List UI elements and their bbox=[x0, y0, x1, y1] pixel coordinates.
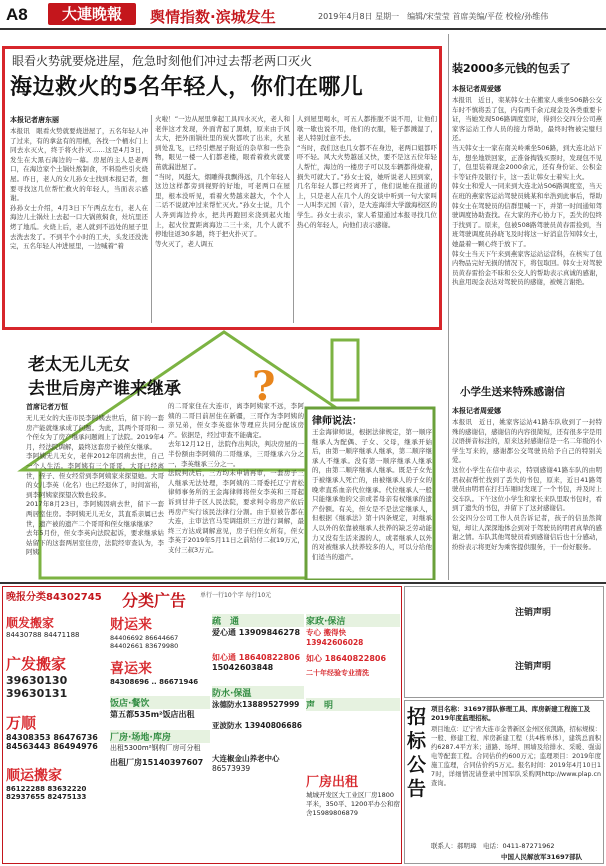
story1-col3: 人到屋里喝水，可五人都推脱不说不用，让他们歇一歇也说不用，他们的衣服，鞋子都溅湿了，老人特别过意不去。 “当时，我们这也几女都不在身边，老两口姐都吓吓不轻。风大火势越延又快，要不是这五位年轻人帮忙，海边的一楼房子可以及车辆都得烧着，损失可就大了。”孙女士说，她听说老人回到家，几名年轻人都已经离开了，他们说她在报道的上，只是老人在几个人的交谈中听到一句大家叫一人叫李元国（音），是大连海洋大学激海校区的学生。孙女士表示，家人希望通过本报寻找几位热心的年轻人，向他们表示感谢。 bbox=[297, 115, 437, 229]
ad-elder-care-tel: 86573939 bbox=[212, 764, 251, 773]
ad-mover-1: 顺发搬家 bbox=[6, 616, 55, 630]
section-title: 舆情指数·滨城发生 bbox=[150, 8, 276, 26]
moving-ads bbox=[6, 614, 106, 860]
lawyer-comment: 王金海律师说，根据法律规定，第一顺序继承人为配偶、子女、父母，继承开始后，由第一顺序继承人继承，第二顺序继承人不继承。没有第一顺序继承人继承的，由第二顺序继承人继承。既是子女先于被继承人死亡的，由被继承人的子女的晚辈直系血亲代位继承。代位继承人一般只能继承他的父亲或者母亲有权继承的遗产份额。有关，侄女是不是法定继承人，但根据《继承法》第十四条规定，对继承人以外的依靠被继承人扶养的缺乏劳动能力又没有生活来源的人，或者继承人以外的对被继承人扶养较多的人，可以分给他们适当的遗产。 bbox=[312, 428, 432, 561]
ad-heading-factory: 厂房·场地·库房 bbox=[110, 730, 210, 743]
story3-headline: 装2000多元钱的包丢了 bbox=[452, 62, 571, 75]
ad-mover-4-tel: 86122288 83632220 82937655 82475133 bbox=[6, 785, 87, 801]
ad-heading-drain: 疏 通 bbox=[212, 614, 304, 627]
notices bbox=[404, 586, 604, 698]
ad-mover-2: 广发搬家 bbox=[6, 655, 67, 673]
svg-text:?: ? bbox=[252, 363, 276, 410]
story1-headline: 海边救火的5名年轻人，你们在哪儿 bbox=[10, 75, 364, 100]
ad-heading-declaration: 声 明 bbox=[306, 698, 400, 711]
ad-mover-4: 顺运搬家 bbox=[6, 768, 62, 784]
ad-factory-tel: 出租厂房15140397607 bbox=[110, 758, 204, 767]
notice-cancel-2: 注销声明 bbox=[515, 662, 552, 672]
ads-divider bbox=[0, 582, 606, 584]
tender-title: 招标公告 bbox=[407, 706, 427, 800]
ad-drain-2-tel: 15042603848 bbox=[212, 663, 274, 672]
story2-headline-1: 老太无儿无女 bbox=[28, 355, 130, 375]
story2-col2: 的二哥家住在大连市，离李阿姨家不远，李阿姨的二哥目前居住在新疆，三哥作为李阿姨的亲兄弟，侄女李英庭休等理应共同分配该房产。依据是，经过审查不能确定。 去年12月12日，法院作出判决，判决房屋的一半份额由李阿姨的二哥继承，三哥继承六分之一，李英继承三分之一。 法院判决后，三方均未申请再审，一套房子三人继承无法处理，李阿姨的二哥委托辽宁青松律师事务所的王金海律师将侄女李英和三哥起诉到甘井子区人民法院，要求判令将房产依后再房产实行该民法律行分割。由于原被告都在大连，主审法官马雯调组织三方进行调解，最终三方达成调解意见，房子归侄女所有，侄女李英于2019年5月11日之前给付二叔19万元，支付三叔3万元。 bbox=[168, 402, 304, 554]
ad-finance-1: 财运来 bbox=[110, 617, 152, 633]
ads-banner-sub: 单行一行10个字 每行10元 bbox=[200, 592, 272, 599]
story3-body: 本报讯 近日，栾某韩女士在搬家人乘坐506路公交车时不慎将丢了包，内有两千余元现金及各类重要卡证，当她发现506路调度室时，得到公交四分公司燕家客运站工作人员的接力帮助，最终时物被完璧归还。 当天韩女士一家在南关岭乘坐506路，到大连北站下车，想坐地铁回家，正准备掏钱买票时，发现包不见了，包里装着现金2000余元，还有身份证、公积金卡等证件及银行卡，这一丢让韩女士着实上火。 韩女士和爱人一同来到大连北站506路调度室，当天在班的燕家客运站驾驶员姚某和牟浩到此事后，帮助韩女士在驾驶员的信群里喊一下，并第一时间通知驾驶调度协助查找。在大家的齐心协力下，丢失的包终于找到了。原来，包被508路驾驶员黄春雷捡到，当班驾驶调度员孙晓飞及时将这一好消息告知韩女士，她最着一颗心终于放下了。 韩女士当天下午来到燕家客运站运营科，在核实了包内物品完好无损的情况下，将包取回。韩女士对驾驶员黄春雷拾金不昧和公交人的帮助表示真诚的感谢，执意用现金表达对驾驶员的感谢，被婉言谢绝。 bbox=[452, 96, 602, 287]
column-divider bbox=[448, 34, 449, 580]
ads-hotline: 晚报分类84302745 bbox=[6, 592, 102, 603]
issue-meta: 2019年4月8日 星期一 编辑/宋莹莹 首席美编/平莅 校检/孙维伟 bbox=[318, 12, 549, 21]
story1-col1: 本报讯 眼看火势就要烧进屋了，五名年轻人冲了过来，有的拿盆有的用桶，各找一个桶水门上同去水灭火，终于将火扑灭……这是4月3日，发生在大黑石海边的一幕。房屋的主人是老两口，在海边家个土锅灶熬制食，不料险些引火烧屋。昨日，老人的女儿孙女士找到本报记者，想要寻找这几位帮忙救火的年轻人，当面表示感谢。 孙孙女士介绍，4月3日下午两点左右，老人在海边儿土锅灶上去起一口大锅煎焖食，灶坑里还烤了地瓜。火烧上后，老人就到不远处的屋子里去洗去发了。不到半个小时的工夫，头发还没洗完，五名年轻人冲进屋里，一边喊着“着 bbox=[10, 127, 148, 251]
newspaper-logo: 大連晚報 bbox=[48, 3, 136, 25]
tender-issuer: 中国人民解放军31697部队 bbox=[501, 853, 583, 861]
ad-factory: 出租5300m²钢构厂房可分租 bbox=[110, 744, 201, 752]
ad-heading-restaurant: 饭店·餐饮 bbox=[110, 696, 210, 709]
page-header bbox=[0, 0, 606, 30]
ad-mover-3-tel: 84308353 86476736 84563443 86494976 bbox=[6, 733, 98, 751]
ad-drain-1: 爱心通 13909846278 bbox=[212, 628, 301, 637]
ad-elder-care: 大连椒金山养老中心 bbox=[212, 754, 280, 763]
ad-finance-1-tel: 84406692 86644667 84402661 83679980 bbox=[110, 634, 179, 650]
lawyer-title: 律师说法： bbox=[312, 416, 362, 427]
ad-heading-housekeeping: 家政·保洁 bbox=[306, 614, 400, 627]
service-ads bbox=[212, 614, 304, 860]
story3-byline: 本报记者周爱娜 bbox=[452, 85, 501, 93]
ad-heading-waterproof: 防水·保温 bbox=[212, 686, 304, 699]
ad-restaurant: 第五都535m²饭店出租 bbox=[110, 710, 195, 719]
ad-mover-2-tel: 39630130 39630131 bbox=[6, 674, 68, 700]
tender-body: 项目地点：辽宁省大连市金普新区金州区依凯路，招标规模：一般、修建工程、库房新建工程（共4栋单体），建筑总面积约6287.4平方米；道路、场坪、围墙及给排水、采暖、强弱电等配套工程。合同估价约600万元；监理项目：2019年度施工监理，合同估价约5万元。报名时间：2019年4月10日17时，详细情况请登录中国军队采购网http://www.plap.cn查询。 bbox=[431, 726, 601, 787]
housekeeping-ads bbox=[306, 614, 400, 860]
tender-notice bbox=[404, 700, 604, 864]
ad-mover-1-tel: 84430788 84471188 bbox=[6, 631, 80, 639]
ads-banner: 分类广告 bbox=[121, 591, 186, 610]
ad-housekeeping-3: 二十年经验专业清洗 bbox=[306, 669, 369, 677]
story2-headline-2: 去世后房产谁来继承 bbox=[28, 379, 181, 399]
column-divider bbox=[293, 115, 294, 323]
ad-waterproof-2: 亚波防水 13940806686 bbox=[212, 721, 303, 730]
story2-byline: 首席记者万恒 bbox=[26, 403, 68, 411]
story4-byline: 本报记者周爱娜 bbox=[452, 407, 501, 415]
ad-housekeeping-1: 专心 搬得快 13942606028 bbox=[306, 628, 364, 647]
notice-cancel-1: 注销声明 bbox=[515, 608, 552, 618]
story4-headline: 小学生送来特殊感谢信 bbox=[460, 386, 565, 398]
ad-mover-3: 万顺 bbox=[6, 714, 37, 732]
story1-col2: 火啦！”一边从屋里拿起工具四水灭火，老人和老伴这才发现，外面背起了黑烟，原来由于风太大，把外面锅灶里的炭火都吹了出来，火星到处乱飞，已经引燃屋子附近的杂草和一些杂物，眼见一楼一人们都老楼，眼看着救火就要苗就漏进屋了。 “当时，风挺大，烟雕得我飘得远，几个年轻人这边这样都旁到视野的好地，可老两口在屋里，根本没听见，看着火势越来越大，个个人二话不说就冲过来帮忙灭火。”孙女士说，几个人奔到海边拎水，把共再跑回来浇到起火地上，起火位置距离海边二三十来，几个人就不停地往返30多趟，终于把火扑灭了。 等火灭了，老人调五 bbox=[155, 115, 290, 248]
ad-drain-2: 如心通 18640822806 bbox=[212, 653, 301, 662]
page-number: A8 bbox=[6, 5, 28, 24]
ad-finance-2-tel: 84308696 .. 86671946 bbox=[110, 678, 199, 686]
story1-byline: 本报记者唐东丽 bbox=[10, 116, 59, 124]
story4-body: 本报讯 近日，姚家客运站41路车队收到了一封特殊的感谢信，感谢信的内容很简短，还有很多字是用汉语拼音标注的，原来这封感谢信是一名二年级的小学生写来的，感谢都公交驾驶员给予自己的特别关爱。 这位小学生在信中表示，特别感谢41路车队的由明君叔叔帮忙找到了丢失的书包，原来，近日41路驾驶员由明君在打扫车厢时发现了一个书包，并及时上交车队。下午这位小学生和家长来队里取书包时，看到了遗失的书包，并留下了这封感谢信。 公交四分公司工作人员告诉记者，孩子的信虽然简短，却让人深深地体会到对于驾驶员的明君真挚的感谢之情。车队其他驾驶员看到感谢信后也十分感动，纷纷表示将更好为乘客提供服务，干一份好服务。 bbox=[452, 418, 602, 551]
ad-housekeeping-2: 如心 18640822806 bbox=[306, 654, 387, 663]
story1-kicker: 眼看火势就要烧进屋，危急时刻他们冲过去帮老两口灭火 bbox=[12, 54, 313, 68]
tender-project: 项目名称：31697部队修理工具、库房新建工程施工及2019年度监理招标。 bbox=[431, 705, 591, 722]
tender-contact: 联系人：郝明璋 电话：0411-87271962 bbox=[431, 842, 555, 850]
ad-factory-rent-desc: 城城开发区大工业区厂房1800平米，350平、1200平办公和宿舍15989806879 bbox=[306, 791, 400, 817]
finance-ads bbox=[110, 614, 210, 860]
ad-waterproof-1: 泳德防水13889527999 bbox=[212, 700, 300, 709]
column-divider bbox=[151, 115, 152, 323]
ad-finance-2: 喜运来 bbox=[110, 661, 152, 677]
ad-factory-rent: 厂房出租 bbox=[306, 775, 359, 790]
story2-col1: 无儿无女的大连市民李阿姨去世后，留下的一套房产能就继承成了问题。为此，其两个哥哥和一个侄女为了房产继承问题闹上了法院。2019年4月，经法院调解，最终这套房子被侄女继承。 李阿姨无儿无女，老伴2012年因病去世，自己一个人生活。李阿姨有三个哥哥，大哥已经离世，侄子、侄女经常到李阿姨家来探望她。大哥的女儿李英（化名）也已经退休了，时间富裕，到李阿姨家探望次数也较多。 2017年8月23日，李阿姨因病去世，留下一套两居室住房。李阿姨无儿无女，其直系亲属已去世，遗产被的遗产二个哥哥和侄女继承继承？ 去年5月份，侄女李英向法院起诉，要求继承姑姑留下的这套两居室住房，法院经审查认为，李阿姨 bbox=[26, 414, 164, 557]
